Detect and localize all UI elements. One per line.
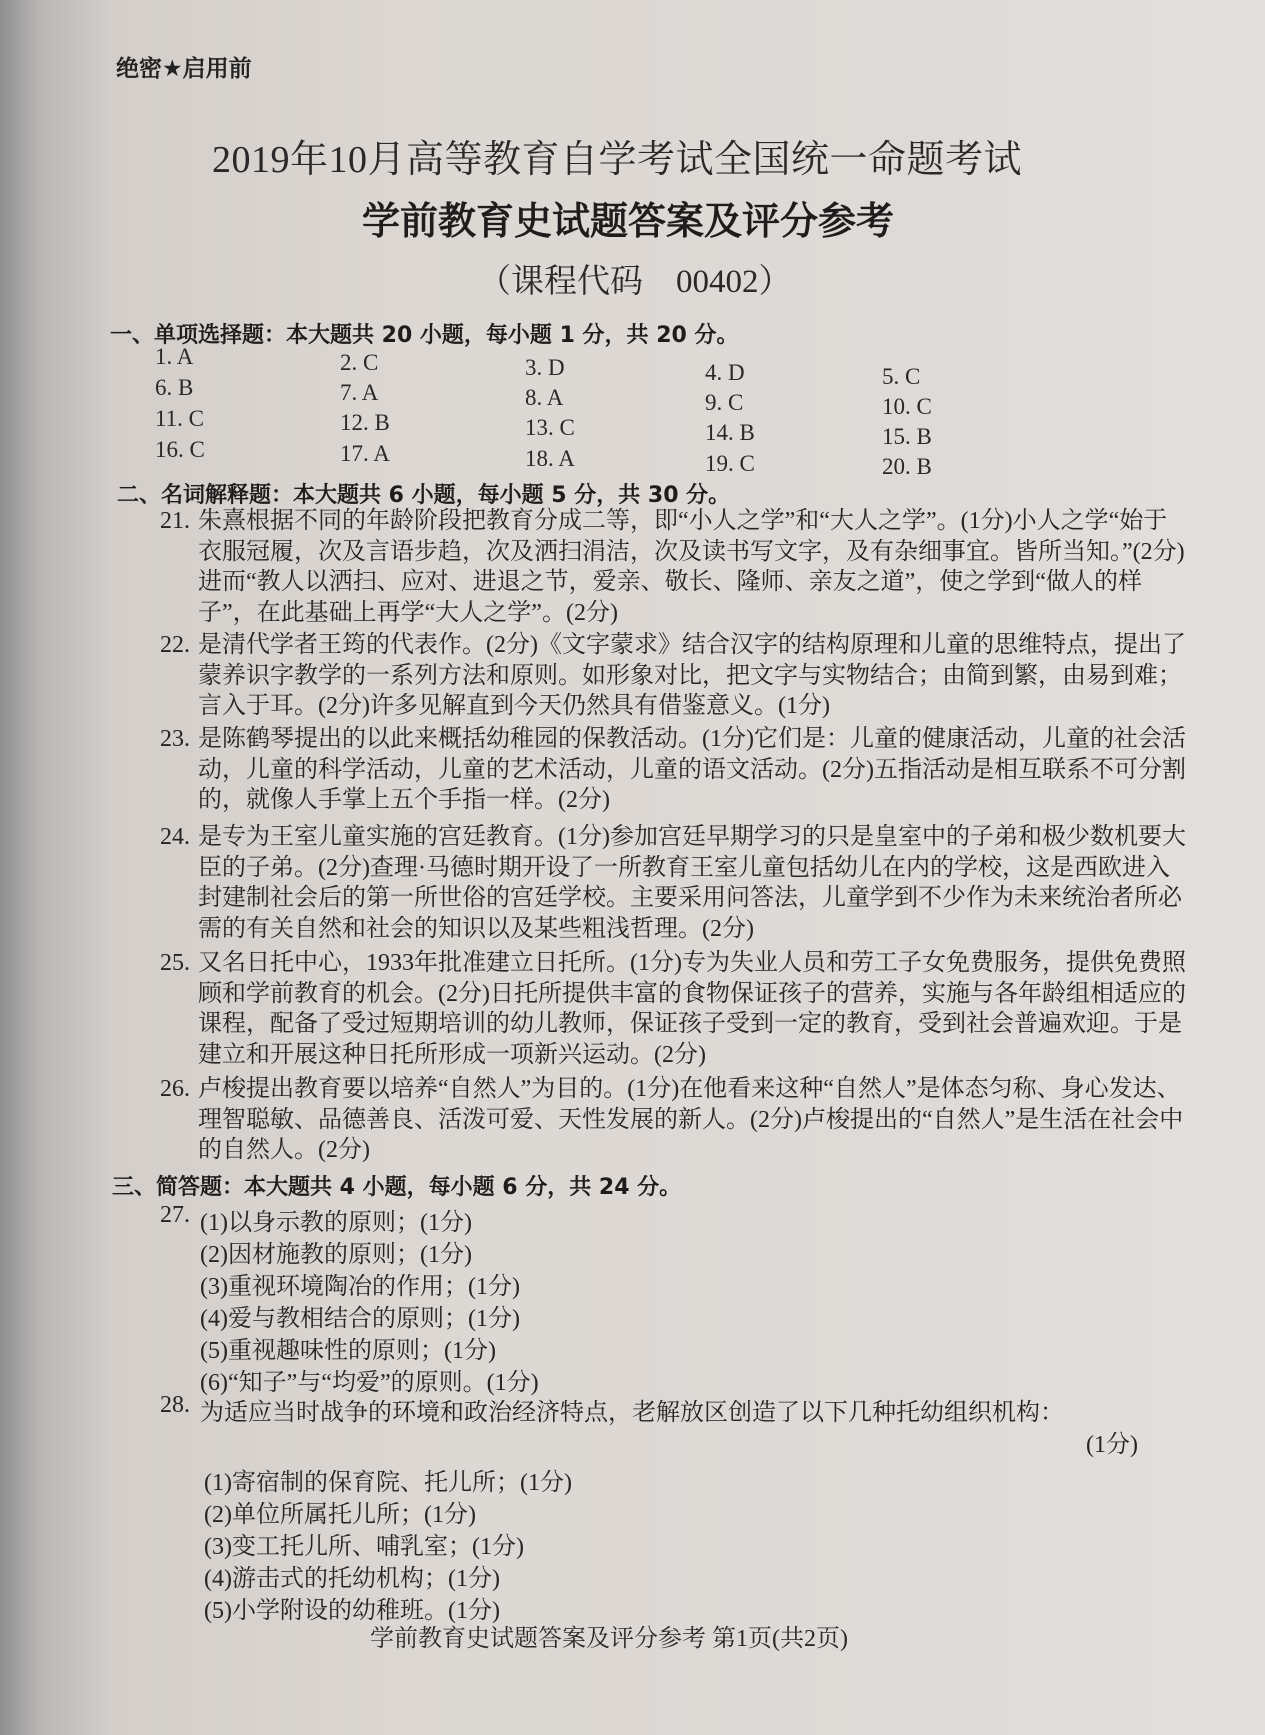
section-3-heading: 三、简答题：本大题共 4 小题，每小题 6 分，共 24 分。 [112, 1175, 682, 1200]
q27-item: (3)重视环境陶冶的作用；(1分) [200, 1274, 520, 1300]
mc-answer: 16. C [155, 437, 205, 462]
mc-answer: 4. D [705, 360, 745, 385]
q28-item: (2)单位所属托儿所；(1分) [204, 1502, 476, 1528]
section-1-heading: 一、单项选择题：本大题共 20 小题，每小题 1 分，共 20 分。 [110, 323, 739, 348]
exam-title: 2019年10月高等教育自学考试全国统一命题考试 [212, 139, 1023, 181]
mc-answer: 2. C [340, 350, 379, 375]
mc-answer: 5. C [882, 364, 921, 389]
q28-item: (1)寄宿制的保育院、托儿所；(1分) [204, 1470, 572, 1496]
q27-item: (6)“知子”与“均爱”的原则。(1分) [200, 1370, 539, 1396]
answer-text: 是清代学者王筠的代表作。(2分)《文字蒙求》结合汉字的结构原理和儿童的思维特点，提出了蒙养识字教学的一系列方法和原则。如形象对比，把文字与实物结合；由简到繁，由易到难；言入于耳。(2分)许多见解直到今天仍然具有借鉴意义。(1分) [198, 632, 1186, 719]
mc-answer: 9. C [705, 390, 744, 415]
mc-answer: 11. C [155, 406, 204, 431]
question-number: 28. [160, 1392, 190, 1418]
q27-item: (5)重视趣味性的原则；(1分) [200, 1338, 496, 1364]
term-answer-22 [160, 630, 1188, 722]
mc-answer: 7. A [340, 380, 379, 405]
term-answer-25 [160, 948, 1188, 1070]
question-number: 24. [160, 824, 190, 850]
term-answer-24 [160, 822, 1188, 944]
question-number: 21. [160, 508, 190, 534]
q27-item: (4)爱与教相结合的原则；(1分) [200, 1306, 520, 1332]
mc-answer: 6. B [155, 375, 194, 400]
question-number: 26. [160, 1076, 190, 1102]
term-answer-21 [160, 506, 1188, 628]
q28-item: (4)游击式的托幼机构；(1分) [204, 1566, 500, 1592]
page-footer: 学前教育史试题答案及评分参考 第1页(共2页) [370, 1626, 848, 1652]
mc-answer: 12. B [340, 410, 390, 435]
term-answer-26 [160, 1074, 1188, 1166]
mc-answer: 20. B [882, 454, 932, 479]
q27-item: (2)因材施教的原则；(1分) [200, 1242, 472, 1268]
answer-text: 朱熹根据不同的年龄阶段把教育分成二等，即“小人之学”和“大人之学”。(1分)小人之学“始于衣服冠履，次及言语步趋，次及洒扫涓洁，次及读书写文字，及有杂细事宜。皆所当知。”(2分)进而“教人以洒扫、应对、进退之节，爱亲、敬长、隆师、亲友之道”，使之学到“做人的样子”，在此基础上再学“大人之学”。(2分) [198, 508, 1185, 626]
mc-answer: 19. C [705, 451, 755, 476]
answer-text: 卢梭提出教育要以培养“自然人”为目的。(1分)在他看来这种“自然人”是体态匀称、身心发达、理智聪敏、品德善良、活泼可爱、天性发展的新人。(2分)卢梭提出的“自然人”是生活在社会中的自然人。(2分) [198, 1076, 1184, 1163]
mc-answer: 15. B [882, 424, 932, 449]
question-number: 22. [160, 632, 190, 658]
question-number: 25. [160, 950, 190, 976]
mc-answer: 14. B [705, 420, 755, 445]
q28-intro: 为适应当时战争的环境和政治经济特点，老解放区创造了以下几种托幼组织机构： [200, 1400, 1064, 1426]
course-code: （课程代码 00402） [478, 264, 792, 300]
answer-text: 是陈鹤琴提出的以此来概括幼稚园的保教活动。(1分)它们是：儿童的健康活动，儿童的社会活动，儿童的科学活动，儿童的艺术活动，儿童的语文活动。(2分)五指活动是相互联系不可分割的，就像人手掌上五个手指一样。(2分) [198, 726, 1186, 813]
q27-item: (1)以身示教的原则；(1分) [200, 1210, 472, 1236]
confidential-label: 绝密★启用前 [116, 56, 252, 82]
mc-answer: 1. A [155, 344, 194, 369]
q28-item: (5)小学附设的幼稚班。(1分) [204, 1598, 500, 1624]
mc-answer: 8. A [525, 385, 564, 410]
question-number: 27. [160, 1202, 190, 1228]
q28-item: (3)变工托儿所、哺乳室；(1分) [204, 1534, 524, 1560]
q28-intro-score: (1分) [1086, 1432, 1138, 1458]
mc-answer: 10. C [882, 394, 932, 419]
term-answer-23 [160, 724, 1188, 816]
mc-answer: 18. A [525, 446, 575, 471]
mc-answer: 13. C [525, 415, 575, 440]
answer-text: 又名日托中心，1933年批准建立日托所。(1分)专为失业人员和劳工子女免费服务，提供免费照顾和学前教育的机会。(2分)日托所提供丰富的食物保证孩子的营养，实施与各年龄组相适应的课程，配备了受过短期培训的幼儿教师，保证孩子受到一定的教育，受到社会普遍欢迎。于是建立和开展这种日托所形成一项新兴运动。(2分) [198, 950, 1186, 1068]
question-number: 23. [160, 726, 190, 752]
mc-answer: 17. A [340, 441, 390, 466]
section-2-heading: 二、名词解释题：本大题共 6 小题，每小题 5 分，共 30 分。 [117, 483, 731, 508]
answer-text: 是专为王室儿童实施的宫廷教育。(1分)参加宫廷早期学习的只是皇室中的子弟和极少数机要大臣的子弟。(2分)查理·马德时期开设了一所教育王室儿童包括幼儿在内的学校，这是西欧进入封建制社会后的第一所世俗的宫廷学校。主要采用问答法，儿童学到不少作为未来统治者所必需的有关自然和社会的知识以及某些粗浅哲理。(2分) [198, 824, 1186, 942]
mc-answer: 3. D [525, 355, 565, 380]
document-title: 学前教育史试题答案及评分参考 [362, 201, 895, 243]
